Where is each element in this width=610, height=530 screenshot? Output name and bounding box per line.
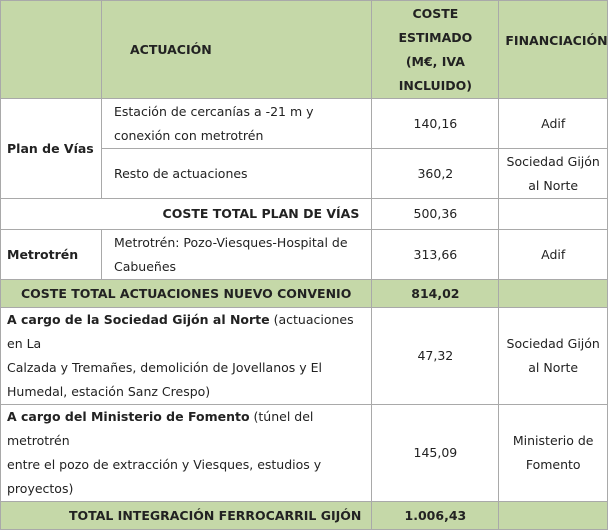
- header-coste: COSTE ESTIMADO (M€, IVA INCLUIDO): [372, 1, 499, 99]
- plan-vias-row2-cost: 360,2: [372, 149, 499, 199]
- cargo-ministerio-rest: (túnel del metrotrén: [7, 409, 314, 448]
- cargo-ministerio-desc: [1, 405, 372, 502]
- plan-vias-row-1: [1, 99, 608, 149]
- cargo-sociedad-desc: [1, 308, 372, 405]
- cargo-sociedad-rest: (actuaciones en La: [7, 312, 354, 351]
- total-integracion-empty: [499, 502, 608, 530]
- plan-vias-row1-fin: Adif: [499, 99, 608, 149]
- header-empty-cell: [1, 1, 102, 99]
- cargo-sociedad-bold: A cargo de la Sociedad Gijón al Norte: [7, 312, 270, 327]
- metrotren-cost: 313,66: [372, 230, 499, 280]
- header-row: [1, 1, 608, 99]
- plan-vias-total-cost: 500,36: [372, 199, 499, 230]
- total-integracion-label: TOTAL INTEGRACIÓN FERROCARRIL GIJÓN: [1, 502, 372, 530]
- plan-vias-row2-fin: Sociedad Gijón al Norte: [499, 149, 608, 199]
- cargo-ministerio-line1: [7, 405, 365, 453]
- total-integracion-row: [1, 502, 608, 530]
- total-convenio-empty: [499, 280, 608, 308]
- metrotren-label: Metrotrén: [1, 230, 102, 280]
- plan-vias-row1-desc: Estación de cercanías a -21 m y conexión con metrotrén: [101, 99, 371, 149]
- cargo-sociedad-line1: [7, 308, 365, 356]
- plan-vias-total-empty: [499, 199, 608, 230]
- header-actuacion: ACTUACIÓN: [101, 1, 371, 99]
- total-convenio-label: COSTE TOTAL ACTUACIONES NUEVO CONVENIO: [1, 280, 372, 308]
- total-convenio-row: [1, 280, 608, 308]
- cargo-ministerio-fin: Ministerio de Fomento: [499, 405, 608, 502]
- metrotren-fin: Adif: [499, 230, 608, 280]
- cargo-ministerio-line2: entre el pozo de extracción y Viesques, estudios y: [7, 457, 322, 472]
- plan-vias-label: Plan de Vías: [1, 99, 102, 199]
- total-integracion-cost: 1.006,43: [372, 502, 499, 530]
- metrotren-desc: Metrotrén: Pozo-Viesques-Hospital de Cabueñes: [101, 230, 371, 280]
- cargo-sociedad-line2: Calzada y Tremañes, demolición de Jovellanos y El: [7, 360, 322, 375]
- cargo-sociedad-line3: Humedal, estación Sanz Crespo): [7, 384, 211, 399]
- cargo-sociedad-cost: 47,32: [372, 308, 499, 405]
- plan-vias-row1-cost: 140,16: [372, 99, 499, 149]
- cargo-ministerio-row: [1, 405, 608, 502]
- header-financiacion: FINANCIACIÓN: [499, 1, 608, 99]
- cargo-ministerio-bold: A cargo del Ministerio de Fomento: [7, 409, 250, 424]
- plan-vias-total-label: COSTE TOTAL PLAN DE VÍAS: [1, 199, 372, 230]
- total-convenio-cost: 814,02: [372, 280, 499, 308]
- cargo-ministerio-cost: 145,09: [372, 405, 499, 502]
- plan-vias-row2-desc: Resto de actuaciones: [101, 149, 371, 199]
- plan-vias-total-row: [1, 199, 608, 230]
- cargo-ministerio-line3: proyectos): [7, 481, 74, 496]
- cargo-sociedad-row: [1, 308, 608, 405]
- cargo-sociedad-fin: Sociedad Gijón al Norte: [499, 308, 608, 405]
- metrotren-row: [1, 230, 608, 280]
